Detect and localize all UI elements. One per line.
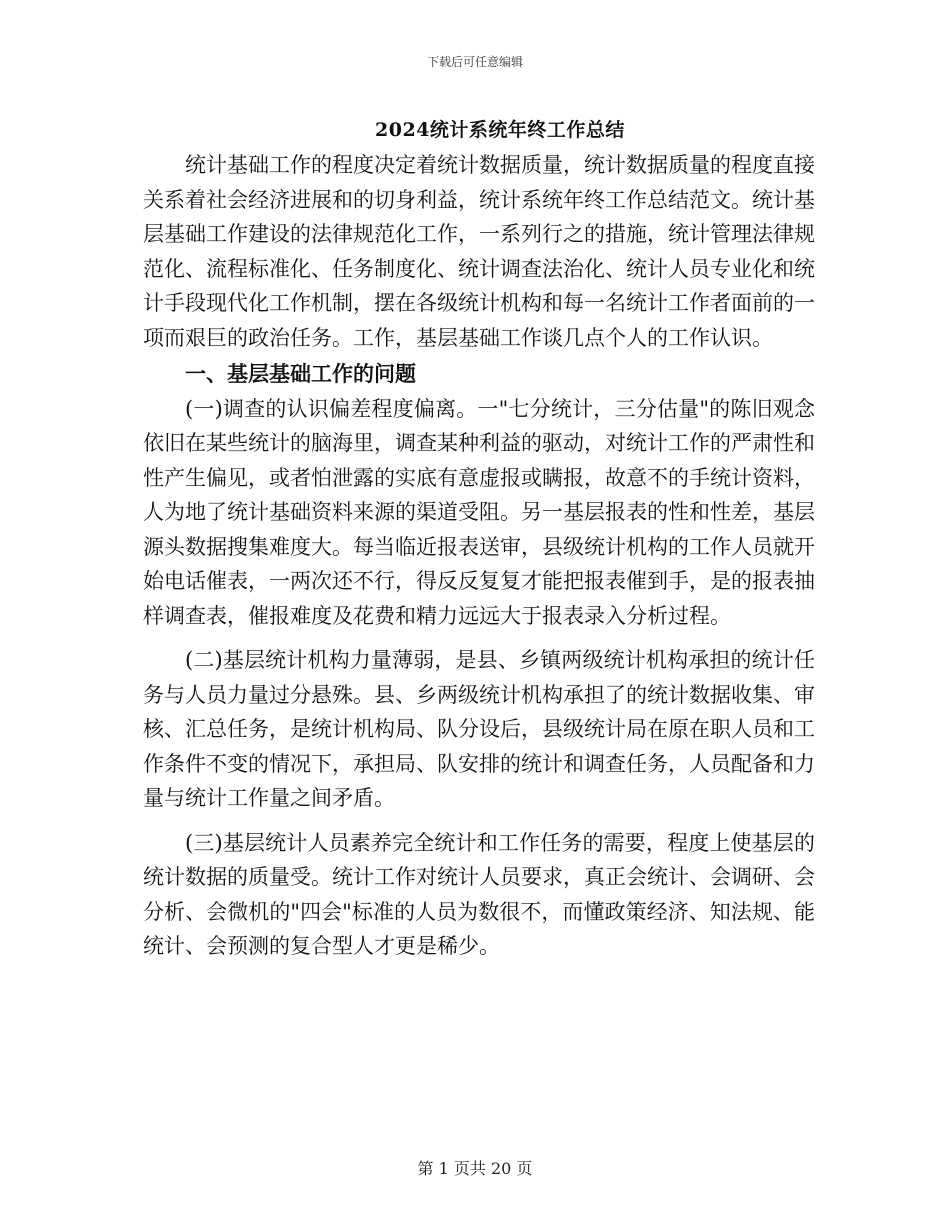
paragraph-intro: 统计基础工作的程度决定着统计数据质量，统计数据质量的程度直接关系着社会经济进展和的切身利益，统计系统年终工作总结范文。统计基层基础工作建设的法律规范化工作，一系列行之的措施，统计管理法律规范化、流程标准化、任务制度化、统计调查法治化、统计人员专业化和统计手段现代化工作机制，摆在各级统计机构和每一名统计工作者面前的一项而艰巨的政治任务。工作，基层基础工作谈几点个人的工作认识。 [143,153,815,350]
page-header: 下载后可任意编辑 [426,55,523,69]
paragraph-item-2: (二)基层统计机构力量薄弱，是县、乡镇两级统计机构承担的统计任务与人员力量过分悬殊。县、乡两级统计机构承担了的统计数据收集、审核、汇总任务，是统计机构局、队分设后，县级统计局在原在职人员和工作条件不变的情况下，承担局、队安排的统计和调查任务，人员配备和力量与统计工作量之间矛盾。 [143,648,815,810]
document-body [143,148,815,964]
page-footer: 第 1 页共 20 页 [417,1159,533,1178]
paragraph-item-1: (一)调查的认识偏差程度偏离。一"七分统计，三分估量"的陈旧观念依旧在某些统计的脑海里，调查某种利益的驱动，对统计工作的严肃性和性产生偏见，或者怕泄露的实底有意虚报或瞒报，故意不的手统计资料，人为地了统计基础资料来源的渠道受阻。另一基层报表的性和性差，基层源头数据搜集难度大。每当临近报表送审，县级统计机构的工作人员就开始电话催表，一两次还不行，得反反复复才能把报表催到手，是的报表抽样调查表，催报难度及花费和精力远远大于报表录入分析过程。 [143,396,815,628]
section-heading: 一、基层基础工作的问题 [185,361,416,386]
document-title: 2024统计系统年终工作总结 [375,119,625,141]
paragraph-item-3: (三)基层统计人员素养完全统计和工作任务的需要，程度上使基层的统计数据的质量受。统计工作对统计人员要求，真正会统计、会调研、会分析、会微机的"四会"标准的人员为数很不，而懂政策经济、知法规、能统计、会预测的复合型人才更是稀少。 [143,830,815,958]
